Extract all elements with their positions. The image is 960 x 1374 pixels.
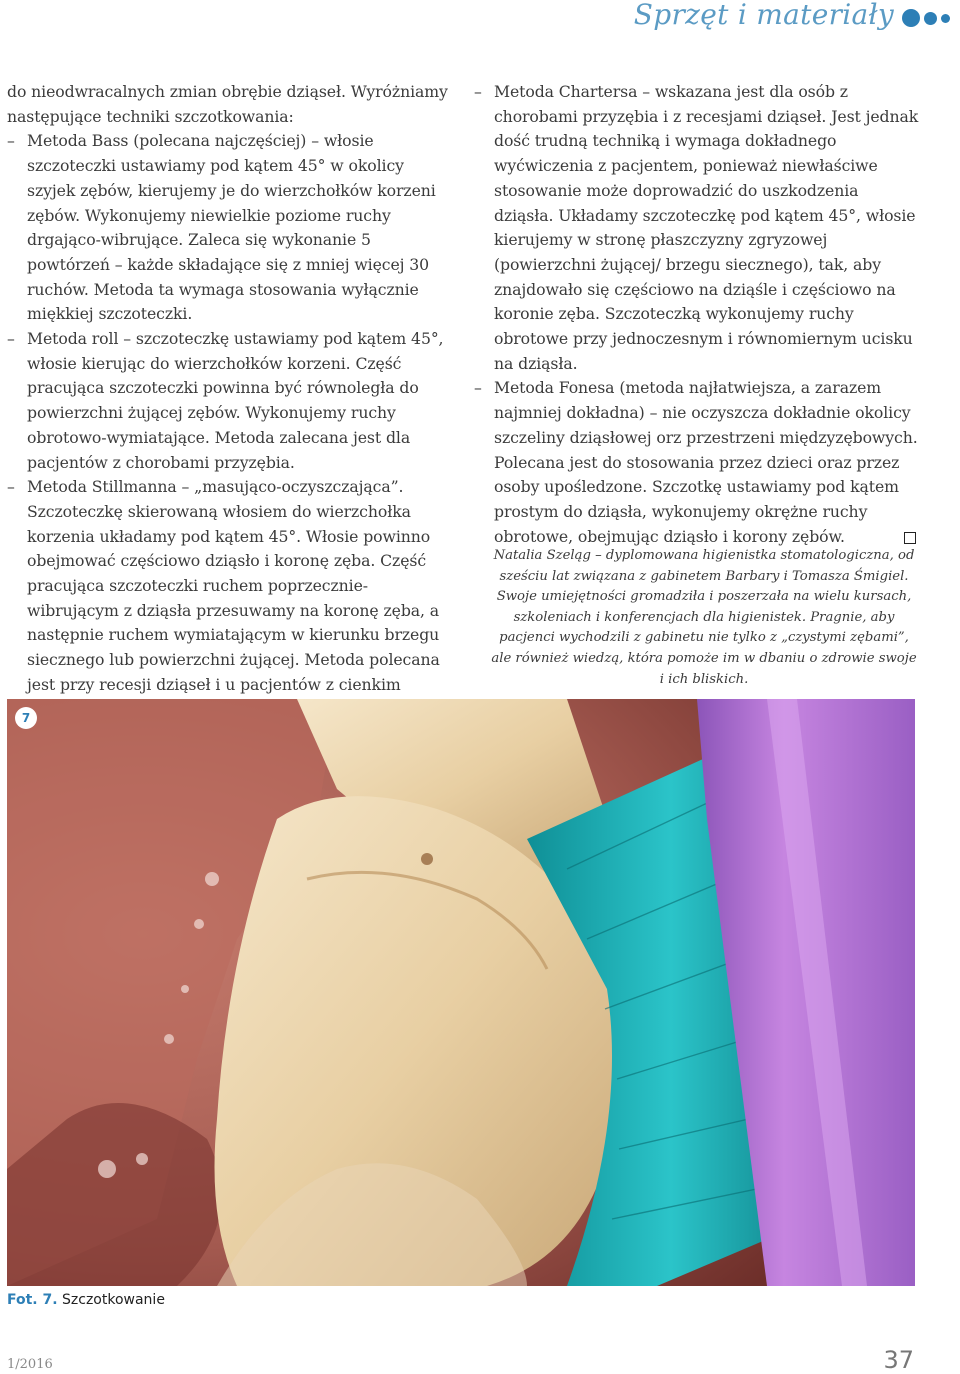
issue-number: 1/2016 xyxy=(7,1357,53,1372)
end-of-article-icon xyxy=(904,532,916,544)
dot-large xyxy=(902,9,920,27)
technique-text: Metoda roll – szczoteczkę ustawiamy pod kątem 45°, włosie kierując do wierzchołków korzeni. Część pracująca szczoteczki powinna być równoległa do powierzchni żującej zębów. Wykonujemy ruchy obrotowo-wymiatające. Metoda zalecana jest dla pacjentów z chorobami przyzębia. xyxy=(27,329,444,472)
figure-photo-toothbrushing xyxy=(7,699,915,1286)
section-title: Sprzęt i materiały xyxy=(633,0,894,31)
left-column xyxy=(7,80,453,722)
dash-marker: – xyxy=(7,329,15,349)
technique-roll xyxy=(7,327,453,475)
technique-text: Metoda Stillmanna – „masująco-oczyszczająca”. Szczoteczkę skierowaną włosiem do wierzchołka korzenia układamy pod kątem 45°. Włosie powinno obejmować częściowo dziąsło i koronę zęba. Część pracująca szczoteczki ruchem poprzecznie-wibrującym z dziąsła przesuwamy na koronę zęba, a następnie ruchem wymiatającym w kierunku brzegu siecznego lub powierzchni żującej. Metoda polecana jest przy recesji dziąseł i u pacjentów z cienkim xyxy=(27,477,440,694)
figure-number-badge: 7 xyxy=(15,707,37,729)
dot-medium xyxy=(924,12,937,25)
dash-marker: – xyxy=(474,82,482,101)
dot-small xyxy=(941,14,950,23)
page-number: 37 xyxy=(883,1346,914,1374)
intro-paragraph: do nieodwracalnych zmian obrębie dziąseł. Wyróżniamy następujące techniki szczotkowania: xyxy=(7,82,448,126)
technique-text: Metoda Chartersa – wskazana jest dla osób z chorobami przyzębia i z recesjami dziąseł. Jest jednak dość trudną techniką i wymaga dokładnego wyćwiczenia z pacjentem, ponieważ niewłaściwe stosowanie może doprowadzić do uszkodzenia dziąsła. Układamy szczoteczkę pod kątem 45°, włosie kierujemy w stronę płaszczyzny zgryzowej (powierzchni żującej/ brzegu siecznego), tak, aby znajdowało się częściowo na dziąśle i częściowo na koronie zęba. Szczoteczką wykonujemy ruchy obrotowe przy jednoczesnym i równomiernym ucisku na dziąsła. xyxy=(494,82,919,373)
caption-text: Szczotkowanie xyxy=(62,1292,165,1308)
photo-illustration xyxy=(7,699,915,1286)
technique-bass xyxy=(7,129,453,327)
right-column xyxy=(474,80,922,549)
technique-fones xyxy=(474,376,922,549)
figure-caption xyxy=(7,1292,165,1308)
author-bio: Natalia Szeląg – dyplomowana higienistka stomatologiczna, od sześciu lat związana z gabinetem Barbary i Tomasza Śmigiel. Swoje umiejętności gromadziła i poszerzała na wielu kursach, szkoleniach i konferencjach dla higienistek. Pragnie, aby pacjenci wychodzili z gabinetu nie tylko z „czystymi zębami”, ale również wiedzą, która pomoże im w dbaniu o zdrowie swoje i ich bliskich. xyxy=(491,548,917,687)
technique-stillmann xyxy=(7,475,453,722)
technique-charters xyxy=(474,80,922,376)
dash-marker: – xyxy=(7,131,15,151)
dash-marker: – xyxy=(474,378,482,398)
header-dots-ornament xyxy=(902,9,950,27)
technique-text: Metoda Bass (polecana najczęściej) – włosie szczoteczki ustawiamy pod kątem 45° w okolicy szyjek zębów, kierujemy je do wierzchołków korzeni zębów. Wykonujemy niewielkie poziome ruchy drgająco-wibrujące. Zaleca się wykonanie 5 powtórzeń – każde składające się z mniej więcej 30 ruchów. Metoda ta wymaga stosowania wyłącznie miękkiej szczoteczki. xyxy=(27,131,436,324)
fissure-stain xyxy=(421,853,433,865)
technique-text: Metoda Fonesa (metoda najłatwiejsza, a zarazem najmniej dokładna) – nie oczyszcza dokładnie okolicy szczeliny dziąsłowej orz przestrzeni międzyzębowych. Polecana jest do stosowania przez dzieci oraz przez osoby upośledzone. Szczotkę ustawiamy pod kątem prostym do dziąsła, wykonujemy okrężne ruchy obrotowe, obejmując dziąsło i korony zębów. xyxy=(494,378,918,546)
dash-marker: – xyxy=(7,477,15,497)
caption-label: Fot. 7. xyxy=(7,1292,58,1308)
